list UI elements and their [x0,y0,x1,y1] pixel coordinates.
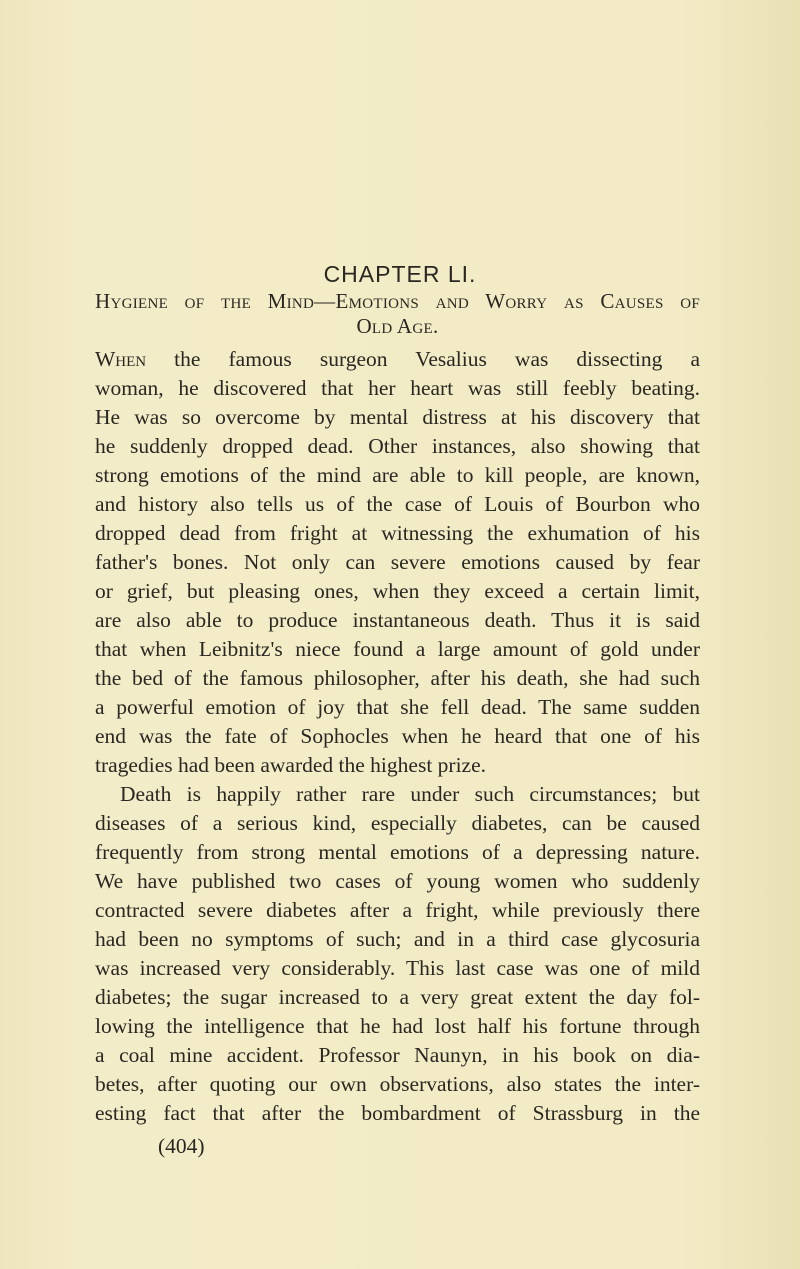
text-line: are also able to produce instantaneous death. Thus it is said [95,608,700,632]
text-line: or grief, but pleasing ones, when they exceed a certain limit, [95,579,700,603]
text-line: a powerful emotion of joy that she fell dead. The same sudden [95,695,700,719]
text-line: frequently from strong mental emotions of a depressing nature. [95,840,700,864]
text-line: woman, he discovered that her heart was still feebly beating. [95,376,700,400]
text-line: Death is happily rather rare under such circumstances; but [120,782,700,806]
text-line: strong emotions of the mind are able to kill people, are known, [95,463,700,487]
page-number: (404) [158,1134,205,1158]
text-line: We have published two cases of young women who suddenly [95,869,700,893]
text-line-rest: the famous surgeon Vesalius was dissecting a [146,347,700,371]
text-line: betes, after quoting our own observations, also states the inter- [95,1072,700,1096]
text-line: he suddenly dropped dead. Other instances, also showing that [95,434,700,458]
text-line: was increased very considerably. This last case was one of mild [95,956,700,980]
text-line: tragedies had been awarded the highest prize. [95,753,487,777]
text-line: end was the fate of Sophocles when he heard that one of his [95,724,700,748]
text-line: and history also tells us of the case of Louis of Bourbon who [95,492,700,516]
text-line: dropped dead from fright at witnessing the exhumation of his [95,521,700,545]
chapter-subtitle-line-2: Old Age. [356,314,439,338]
text-line: lowing the intelligence that he had lost half his fortune through [95,1014,700,1038]
text-line [95,345,700,374]
text-line: had been no symptoms of such; and in a third case glycosuria [95,927,700,951]
chapter-title: CHAPTER LI. [323,261,477,287]
chapter-subtitle-line-1: Hygiene of the Mind—Emotions and Worry as Causes of [95,289,700,313]
first-word: When [95,347,147,371]
text-line: He was so overcome by mental distress at his discovery that [95,405,700,429]
text-line: contracted severe diabetes after a fright, while previously there [95,898,700,922]
text-line: father's bones. Not only can severe emotions caused by fear [95,550,700,574]
text-line: a coal mine accident. Professor Naunyn, in his book on dia- [95,1043,700,1067]
text-line: esting fact that after the bombardment of Strassburg in the [95,1101,700,1125]
body-text [95,345,700,1128]
text-line: diseases of a serious kind, especially diabetes, can be caused [95,811,700,835]
text-line: diabetes; the sugar increased to a very great extent the day fol- [95,985,700,1009]
text-line: that when Leibnitz's niece found a large amount of gold under [95,637,700,661]
text-line: the bed of the famous philosopher, after his death, she had such [95,666,700,690]
